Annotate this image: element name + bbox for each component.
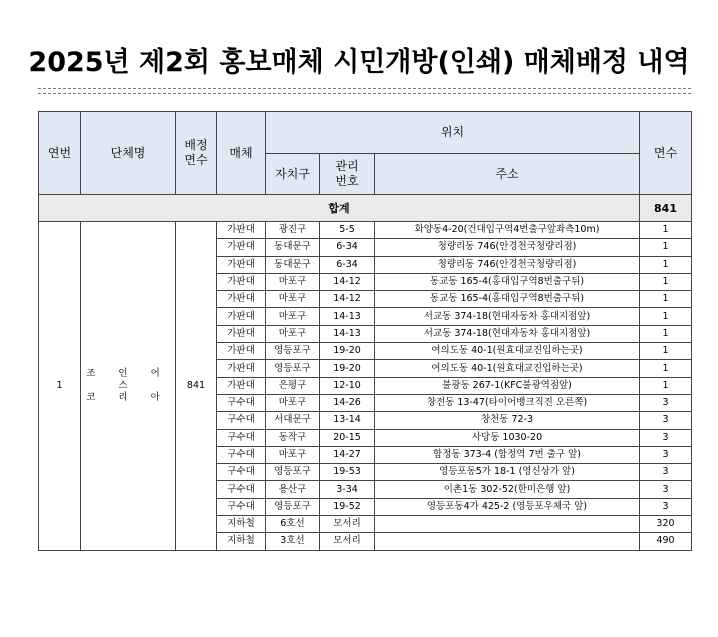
cell-district: 동작구 (266, 429, 320, 446)
cell-count: 3 (640, 429, 692, 446)
cell-address: 동교동 165-4(홍대입구역8번출구뒤) (375, 273, 640, 290)
header-district: 자치구 (266, 154, 320, 195)
cell-address: 창천동 72-3 (375, 412, 640, 429)
cell-address: 이촌1동 302-52(한미은행 앞) (375, 481, 640, 498)
cell-media: 구수대 (217, 498, 266, 515)
header-alloc (176, 112, 217, 195)
cell-media: 가판대 (217, 377, 266, 394)
cell-media: 구수대 (217, 481, 266, 498)
header-alloc-line2: 면수 (184, 153, 208, 167)
cell-media: 지하철 (217, 533, 266, 550)
cell-address: 화양동4-20(건대입구역4번출구앞좌측10m) (375, 222, 640, 239)
cell-mgmt: 20-15 (320, 429, 375, 446)
table-row (39, 222, 692, 239)
cell-count: 3 (640, 498, 692, 515)
cell-district: 용산구 (266, 481, 320, 498)
cell-media: 구수대 (217, 412, 266, 429)
cell-district: 마포구 (266, 273, 320, 290)
cell-mgmt: 6-34 (320, 239, 375, 256)
cell-media: 지하철 (217, 516, 266, 533)
title-divider (38, 93, 691, 94)
cell-district: 마포구 (266, 308, 320, 325)
total-row (39, 195, 692, 222)
cell-media: 가판대 (217, 273, 266, 290)
cell-count: 320 (640, 516, 692, 533)
cell-address: 서교동 374-18(현대자동차 홍대지점앞) (375, 308, 640, 325)
header-mgmt-line2: 번호 (335, 174, 359, 188)
cell-media: 가판대 (217, 360, 266, 377)
total-value: 841 (640, 195, 692, 222)
page-title: 2025년 제2회 홍보매체 시민개방(인쇄) 매체배정 내역 (28, 47, 690, 78)
header-mgmt-line1: 관리 (335, 159, 359, 173)
cell-media: 가판대 (217, 343, 266, 360)
cell-mgmt: 19-52 (320, 498, 375, 515)
cell-mgmt: 19-20 (320, 360, 375, 377)
cell-mgmt: 14-12 (320, 291, 375, 308)
cell-mgmt: 5-5 (320, 222, 375, 239)
cell-count: 1 (640, 360, 692, 377)
cell-count: 3 (640, 412, 692, 429)
cell-address (375, 533, 640, 550)
group-alloc: 841 (176, 222, 217, 551)
group-org (81, 222, 176, 551)
header-mgmt (320, 154, 375, 195)
cell-district: 서대문구 (266, 412, 320, 429)
cell-address: 영등포동5가 18-1 (영신상가 앞) (375, 464, 640, 481)
cell-mgmt: 14-12 (320, 273, 375, 290)
header-alloc-line1: 배정 (184, 138, 208, 152)
cell-media: 구수대 (217, 464, 266, 481)
cell-district: 3호선 (266, 533, 320, 550)
cell-address: 동교동 165-4(홍대입구역8번출구뒤) (375, 291, 640, 308)
total-label: 합계 (39, 195, 640, 222)
cell-count: 1 (640, 291, 692, 308)
cell-district: 영등포구 (266, 343, 320, 360)
group-no: 1 (39, 222, 81, 551)
group-org-line1: 조 인 어 스 (86, 367, 170, 391)
cell-count: 3 (640, 481, 692, 498)
cell-count: 1 (640, 325, 692, 342)
cell-district: 영등포구 (266, 464, 320, 481)
group-org-line2: 코 리 아 (86, 391, 170, 403)
cell-media: 가판대 (217, 308, 266, 325)
cell-address: 영등포동4가 425-2 (영등포우체국 앞) (375, 498, 640, 515)
cell-media: 가판대 (217, 256, 266, 273)
cell-mgmt: 19-20 (320, 343, 375, 360)
cell-count: 1 (640, 377, 692, 394)
cell-mgmt: 19-53 (320, 464, 375, 481)
cell-media: 가판대 (217, 222, 266, 239)
cell-address: 사당동 1030-20 (375, 429, 640, 446)
header-location: 위치 (266, 112, 640, 154)
cell-district: 광진구 (266, 222, 320, 239)
cell-media: 가판대 (217, 325, 266, 342)
cell-media: 구수대 (217, 446, 266, 463)
cell-count: 3 (640, 394, 692, 411)
cell-count: 1 (640, 343, 692, 360)
cell-media: 가판대 (217, 239, 266, 256)
cell-district: 6호선 (266, 516, 320, 533)
cell-mgmt: 14-26 (320, 394, 375, 411)
cell-address: 창전동 13-47(타이어뱅크직진 오른쪽) (375, 394, 640, 411)
cell-mgmt: 14-27 (320, 446, 375, 463)
cell-address: 여의도동 40-1(원효대교진입하는곳) (375, 360, 640, 377)
cell-address: 여의도동 40-1(원효대교진입하는곳) (375, 343, 640, 360)
cell-media: 가판대 (217, 291, 266, 308)
cell-address: 합정동 373-4 (합정역 7번 출구 앞) (375, 446, 640, 463)
cell-address: 불광동 267-1(KFC불광역점앞) (375, 377, 640, 394)
cell-address: 청량리동 746(안경천국청량리점) (375, 239, 640, 256)
cell-district: 영등포구 (266, 498, 320, 515)
header-media: 매체 (217, 112, 266, 195)
cell-mgmt: 모서리 (320, 516, 375, 533)
cell-address: 서교동 374-18(현대자동차 홍대지점앞) (375, 325, 640, 342)
cell-district: 영등포구 (266, 360, 320, 377)
cell-count: 3 (640, 464, 692, 481)
allocation-rows (39, 222, 692, 551)
cell-district: 은평구 (266, 377, 320, 394)
cell-address: 청량리동 746(안경천국청량리점) (375, 256, 640, 273)
cell-mgmt: 14-13 (320, 325, 375, 342)
cell-count: 1 (640, 239, 692, 256)
cell-count: 1 (640, 222, 692, 239)
cell-district: 마포구 (266, 394, 320, 411)
cell-count: 490 (640, 533, 692, 550)
cell-district: 마포구 (266, 446, 320, 463)
cell-mgmt: 3-34 (320, 481, 375, 498)
cell-district: 동대문구 (266, 239, 320, 256)
header-address: 주소 (375, 154, 640, 195)
cell-count: 3 (640, 446, 692, 463)
title-divider (38, 88, 691, 89)
cell-mgmt: 6-34 (320, 256, 375, 273)
cell-count: 1 (640, 273, 692, 290)
cell-count: 1 (640, 308, 692, 325)
cell-mgmt: 14-13 (320, 308, 375, 325)
header-no: 연번 (39, 112, 81, 195)
cell-media: 구수대 (217, 429, 266, 446)
cell-mgmt: 12-10 (320, 377, 375, 394)
cell-mgmt: 13-14 (320, 412, 375, 429)
allocation-table (38, 111, 692, 551)
cell-district: 마포구 (266, 291, 320, 308)
cell-mgmt: 모서리 (320, 533, 375, 550)
cell-address (375, 516, 640, 533)
cell-count: 1 (640, 256, 692, 273)
header-count: 면수 (640, 112, 692, 195)
header-org: 단체명 (81, 112, 176, 195)
cell-district: 마포구 (266, 325, 320, 342)
cell-district: 동대문구 (266, 256, 320, 273)
cell-media: 구수대 (217, 394, 266, 411)
